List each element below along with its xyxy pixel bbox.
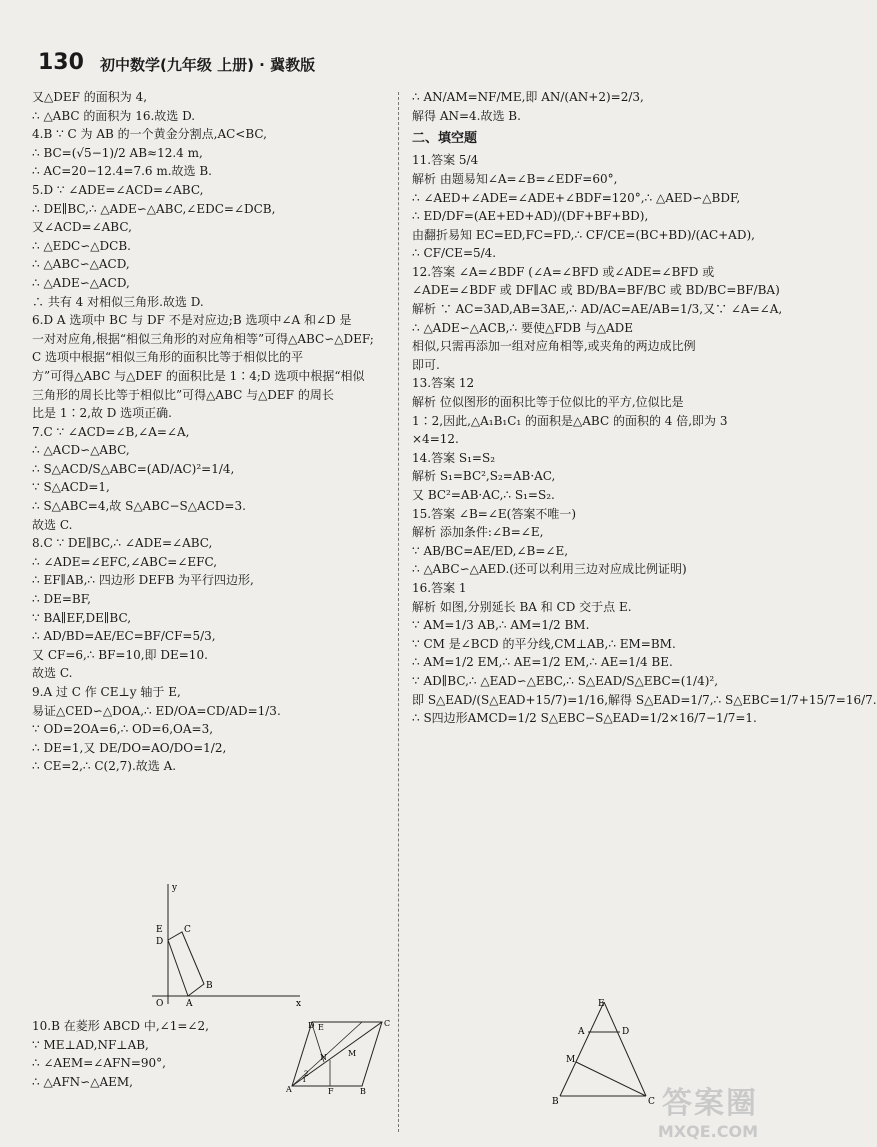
figure-label: F (328, 1087, 334, 1096)
solution-line: 6.D A 选项中 BC 与 DF 不是对应边;B 选项中∠A 和∠D 是 (32, 313, 352, 328)
solution-line: ∴ ∠AEM=∠AFN=90°, (32, 1056, 166, 1071)
figure-label: M (348, 1049, 357, 1058)
solution-line: 10.B 在菱形 ABCD 中,∠1=∠2, (32, 1019, 209, 1033)
figure-q9 (148, 880, 308, 1010)
solution-line: 又△DEF 的面积为 4, (32, 90, 148, 104)
section-title: 二、填空题 (412, 131, 478, 147)
answer-line: ∴ ∠AED+∠ADE=∠ADE+∠BDF=120°,∴ △AED∽△BDF, (412, 190, 741, 205)
left-answer-lines (32, 88, 392, 776)
solution-line: 又 CF=6,∴ BF=10,即 DE=10. (32, 647, 208, 662)
right-column (412, 88, 877, 728)
solution-line: ∴ AD/BD=AE/EC=BF/CF=5/3, (32, 629, 216, 644)
solution-line: 4.B ∵ C 为 AB 的一个黄金分割点,AC<BC, (32, 127, 267, 142)
figure-label: E (318, 1023, 324, 1032)
solution-line: 方”可得△ABC 与△DEF 的面积比是 1∶4;D 选项中根据“相似 (32, 368, 365, 383)
figure-label: A (286, 1085, 292, 1094)
answer-line: 13.答案 12 (412, 376, 475, 391)
figure-label: M (566, 1055, 576, 1065)
figure-q16 (548, 996, 668, 1108)
book-title: 初中数学(九年级 上册) · 冀教版 (100, 56, 316, 74)
solution-line: ∵ BA∥EF,DE∥BC, (32, 610, 132, 625)
fill-blank-answers (412, 151, 877, 727)
answer-line: 16.答案 1 (412, 580, 467, 595)
answer-line: ∠ADE=∠BDF 或 DF∥AC 或 BD/BA=BF/BC 或 BD/BC=BF/BA) (412, 283, 780, 298)
column-divider (398, 92, 399, 1132)
figure-label: x (296, 999, 302, 1009)
figure-label: E (598, 999, 605, 1009)
solution-line: 故选 C. (32, 666, 73, 681)
solution-line: ∴ S△ABC=4,故 S△ABC−S△ACD=3. (32, 499, 246, 514)
solution-line: ∵ S△ACD=1, (32, 480, 110, 495)
answer-line: ∴ ED/DF=(AE+ED+AD)/(DF+BF+BD), (412, 209, 649, 224)
answer-line: 解析 由题易知∠A=∠B=∠EDF=60°, (412, 171, 618, 186)
answer-line: 解析 位似图形的面积比等于位似比的平方,位似比是 (412, 395, 684, 410)
solution-line: ∴ AN/AM=NF/ME,即 AN/(AN+2)=2/3, (412, 90, 644, 104)
answer-line: ∴ △ADE∽△ACB,∴ 要使△FDB 与△ADE (412, 320, 634, 335)
solution-line: ∴ △ACD∽△ABC, (32, 443, 130, 458)
solution-line: ∴ △ABC∽△ACD, (32, 257, 130, 272)
answer-line: ∴ △ABC∽△AED.(还可以利用三边对应成比例证明) (412, 562, 687, 577)
left-column (32, 88, 392, 776)
solution-line: 故选 C. (32, 517, 73, 532)
solution-line: ∴ DE=BF, (32, 592, 91, 607)
answer-line: 解析 如图,分别延长 BA 和 CD 交于点 E. (412, 599, 632, 614)
figure-q10 (282, 1016, 398, 1096)
answer-line: 即可. (412, 357, 440, 372)
solution-line: ∴ S△ACD/S△ABC=(AD/AC)²=1/4, (32, 461, 235, 476)
answer-line: ∵ CM 是∠BCD 的平分线,CM⊥AB,∴ EM=BM. (412, 636, 676, 651)
answer-line: 1∶2,因此,△A₁B₁C₁ 的面积是△ABC 的面积的 4 倍,即为 3 (412, 413, 728, 428)
solution-line: 8.C ∵ DE∥BC,∴ ∠ADE=∠ABC, (32, 536, 213, 551)
page-number: 130 (38, 50, 84, 75)
watermark (658, 1078, 758, 1141)
answer-line: 解析 S₁=BC²,S₂=AB·AC, (412, 469, 556, 484)
figure-label: N (320, 1053, 327, 1062)
solution-line: ∴ DE=1,又 DE/DO=AO/DO=1/2, (32, 740, 227, 755)
solution-line: ∴ EF∥AB,∴ 四边形 DEFB 为平行四边形, (32, 573, 254, 588)
figure-label: y (172, 883, 178, 893)
solution-line: ∴ DE∥BC,∴ △ADE∽△ABC,∠EDC=∠DCB, (32, 201, 276, 216)
figure-label: B (552, 1097, 559, 1107)
answer-line: 又 BC²=AB·AC,∴ S₁=S₂. (412, 488, 555, 503)
solution-line: ∴ △ABC 的面积为 16.故选 D. (32, 108, 196, 123)
solution-line: ∴ CE=2,∴ C(2,7).故选 A. (32, 759, 177, 774)
right-answer-lines (412, 88, 757, 125)
answer-line: ∵ AD∥BC,∴ △EAD∽△EBC,∴ S△EAD/S△EBC=(1/4)², (412, 673, 719, 688)
answer-line: ∵ AM=1/3 AB,∴ AM=1/2 BM. (412, 618, 590, 633)
solution-line: ∴ BC=(√5−1)/2 AB≈12.4 m, (32, 145, 203, 160)
figure-label: C (648, 1097, 655, 1107)
solution-line: ∴ △EDC∽△DCB. (32, 238, 131, 253)
answer-line: 解析 添加条件:∠B=∠E, (412, 525, 544, 540)
solution-line: 三角形的周长比等于相似比”可得△ABC 与△DEF 的周长 (32, 387, 334, 402)
watermark-logo-text: 答案圈 (662, 1086, 758, 1121)
figure-label: O (156, 999, 164, 1009)
page-header (30, 50, 750, 78)
solution-line: 解得 AN=4.故选 B. (412, 108, 521, 123)
answer-line: 由翻折易知 EC=ED,FC=FD,∴ CF/CE=(BC+BD)/(AC+AD), (412, 227, 755, 242)
solution-line: ∵ ME⊥AD,NF⊥AB, (32, 1037, 149, 1052)
figure-label: 1 (302, 1076, 307, 1084)
answer-line: 解析 ∵ AC=3AD,AB=3AE,∴ AD/AC=AE/AB=1/3,又∵ ∠A=∠A, (412, 302, 783, 317)
solution-line: ∴ △ADE∽△ACD, (32, 275, 130, 290)
solution-line: C 选项中根据“相似三角形的面积比等于相似比的平 (32, 350, 304, 365)
solution-line: 7.C ∵ ∠ACD=∠B,∠A=∠A, (32, 424, 190, 439)
figure-label: 2 (304, 1070, 309, 1078)
solution-line: 又∠ACD=∠ABC, (32, 220, 132, 235)
solution-line: ∵ OD=2OA=6,∴ OD=6,OA=3, (32, 722, 214, 737)
figure-label: A (578, 1027, 585, 1037)
figure-label: C (384, 1019, 391, 1028)
answer-line: ∴ S四边形AMCD=1/2 S△EBC−S△EAD=1/2×16/7−1/7=1. (412, 711, 757, 726)
figure-label: C (184, 925, 191, 935)
figure-label: D (156, 937, 164, 947)
figure-label: B (206, 981, 213, 991)
answer-line: ×4=12. (412, 432, 459, 447)
solution-line: 易证△CED∽△DOA,∴ ED/OA=CD/AD=1/3. (32, 703, 281, 718)
figure-label: A (186, 999, 193, 1009)
answer-line: 即 S△EAD/(S△EAD+15/7)=1/16,解得 S△EAD=1/7,∴ S△EBC=1/7+15/7=16/7. (412, 692, 877, 707)
watermark-url: MXQE.COM (657, 1122, 758, 1141)
solution-line: ∴ 共有 4 对相似三角形.故选 D. (32, 294, 204, 309)
solution-line: ∴ AC=20−12.4=7.6 m.故选 B. (32, 164, 212, 179)
answer-line: ∴ AM=1/2 EM,∴ AE=1/2 EM,∴ AE=1/4 BE. (412, 655, 673, 670)
solution-line: 一对对应角,根据“相似三角形的对应角相等”可得△ABC∽△DEF; (32, 331, 374, 346)
figure-label: B (360, 1087, 366, 1096)
answer-line: ∵ AB/BC=AE/ED,∠B=∠E, (412, 543, 569, 558)
answer-line: 11.答案 5/4 (412, 153, 479, 168)
solution-line: 5.D ∵ ∠ADE=∠ACD=∠ABC, (32, 182, 204, 197)
solution-line: ∴ △AFN∽△AEM, (32, 1074, 133, 1089)
solution-line: 比是 1∶2,故 D 选项正确. (32, 406, 172, 421)
figure-label: E (156, 925, 163, 935)
answer-line: 相似,只需再添加一组对应角相等,或夹角的两边成比例 (412, 339, 696, 354)
answer-line: 12.答案 ∠A=∠BDF (∠A=∠BFD 或∠ADE=∠BFD 或 (412, 264, 715, 279)
solution-line: ∴ ∠ADE=∠EFC,∠ABC=∠EFC, (32, 554, 218, 569)
answer-line: 14.答案 S₁=S₂ (412, 450, 496, 465)
solution-line: 9.A 过 C 作 CE⊥y 轴于 E, (32, 685, 181, 699)
figure-label: D (622, 1027, 630, 1037)
answer-line: 15.答案 ∠B=∠E(答案不唯一) (412, 506, 577, 521)
figure-label: D (308, 1021, 315, 1030)
answer-line: ∴ CF/CE=5/4. (412, 246, 497, 261)
